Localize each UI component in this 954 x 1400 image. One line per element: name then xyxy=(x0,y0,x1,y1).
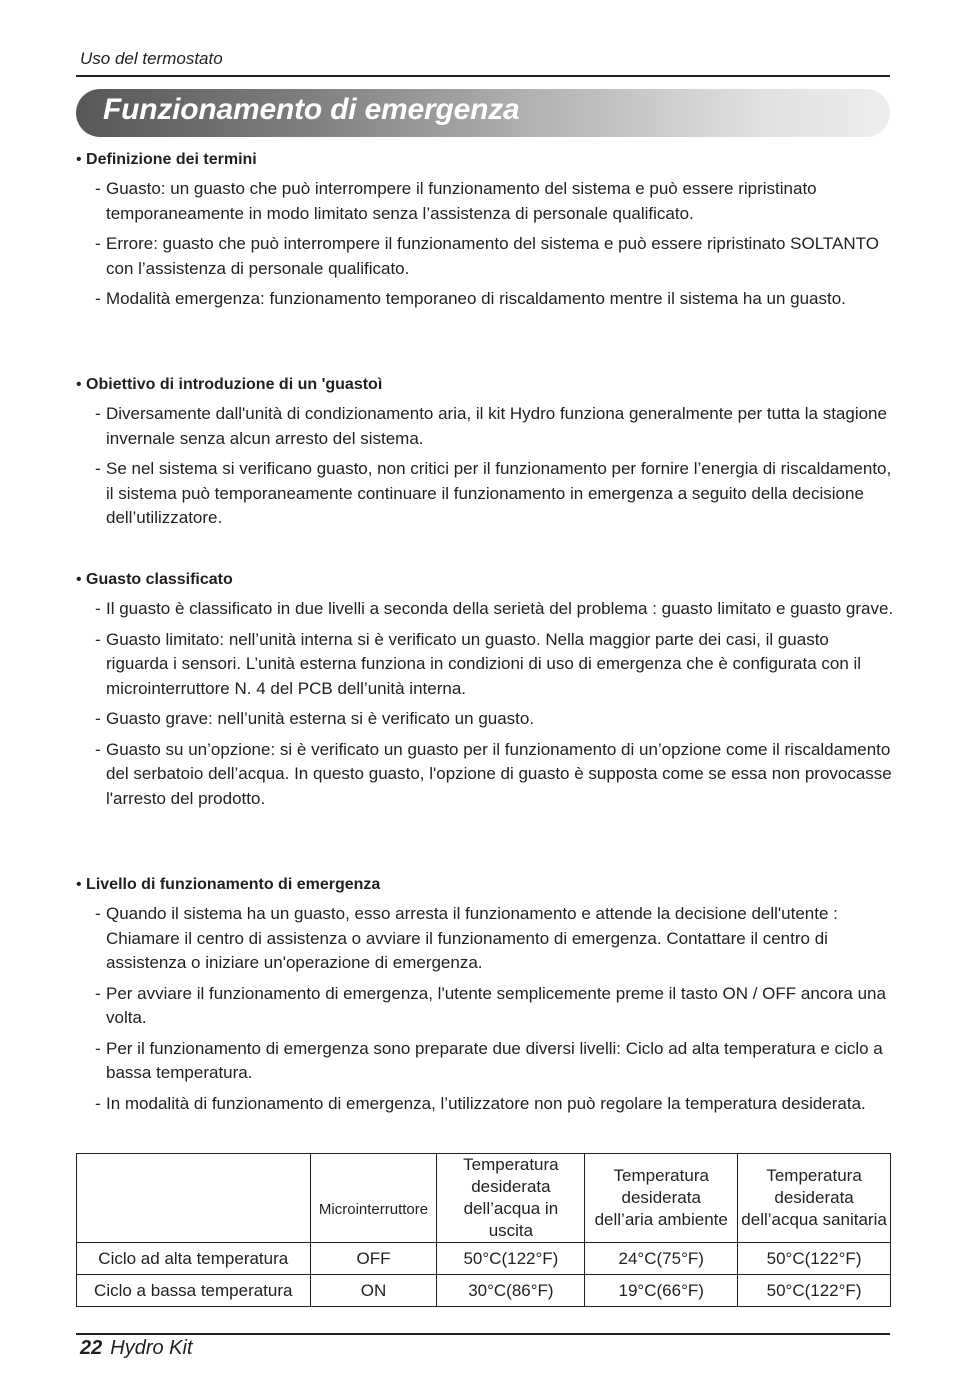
list-item: - Modalità emergenza: funzionamento temporaneo di riscaldamento mentre il sistema ha un guasto. xyxy=(95,289,846,308)
list-item-text: Se nel sistema si verificano guasto, non critici per il funzionamento per fornire l’energia di riscaldamento, il sistema può temporaneamente continuare il funzionamento in emergenza a seguito della decisione dell’utilizzatore. xyxy=(106,459,892,527)
running-header: Uso del termostato xyxy=(80,49,223,68)
table-cell: ON xyxy=(310,1275,437,1307)
list-item: - Guasto grave: nell’unità esterna si è verificato un guasto. xyxy=(95,709,535,728)
footer-divider xyxy=(76,1333,890,1335)
list-item: - Guasto: un guasto che può interrompere il funzionamento del sistema e può essere ripristinato temporaneamente in modo limitato senza l’assistenza di personale qualificato. xyxy=(95,179,817,223)
section-classified-fault xyxy=(76,569,894,817)
section-heading-text: Guasto classificato xyxy=(86,571,233,588)
list-item-text: Diversamente dall'unità di condizionamento aria, il kit Hydro funziona generalmente per tutta la stagione invernale senza alcun arresto del sistema. xyxy=(106,404,887,448)
table-cell: 24°C(75°F) xyxy=(585,1243,738,1275)
list-item: - Guasto su un’opzione: si è verificato un guasto per il funzionamento di un’opzione come il riscaldamento del serbatoio dell’acqua. In questo guasto, l'opzione di guasto è supposta come se essa non provocasse l'arresto del prodotto. xyxy=(95,739,892,808)
section-heading: • Definizione dei termini xyxy=(76,151,257,168)
table-cell: 50°C(122°F) xyxy=(437,1243,585,1275)
list-item-text: Per il funzionamento di emergenza sono preparate due diversi livelli: Ciclo ad alta temperatura e ciclo a bassa temperatura. xyxy=(106,1038,883,1082)
title-banner xyxy=(76,89,890,137)
list-item-text: Per avviare il funzionamento di emergenza, l'utente semplicemente preme il tasto ON / OFF ancora una volta. xyxy=(106,983,886,1027)
table-header-row xyxy=(77,1154,891,1243)
list-item: - Se nel sistema si verificano guasto, non critici per il funzionamento per fornire l’energia di riscaldamento, il sistema può temporaneamente continuare il funzionamento in emergenza a seguito della decisione dell’utilizzatore. xyxy=(95,459,892,527)
table-row xyxy=(77,1275,891,1307)
table-header-text: Microinterruttore xyxy=(318,1201,429,1218)
section-heading-text: Obiettivo di introduzione di un 'guastoì xyxy=(86,376,383,393)
list-item-text: Il guasto è classificato in due livelli a seconda della serietà del problema : guasto limitato e guasto grave. xyxy=(106,599,894,618)
table-header-empty xyxy=(77,1154,311,1243)
table-row xyxy=(77,1243,891,1275)
table-header-text: desiderata xyxy=(471,1177,551,1196)
list-item-text: Errore: guasto che può interrompere il funzionamento del sistema e può essere ripristinato SOLTANTO con l’assistenza di personale qualificato. xyxy=(106,234,879,278)
section-heading-text: Definizione dei termini xyxy=(86,151,257,168)
table-header-text: Temperatura xyxy=(613,1166,709,1185)
list-item: - Per il funzionamento di emergenza sono preparate due diversi livelli: Ciclo ad alta temperatura e ciclo a bassa temperatura. xyxy=(95,1038,883,1082)
table-header-microswitch xyxy=(310,1154,437,1243)
section-definitions xyxy=(76,149,894,318)
table-header-text: desiderata xyxy=(621,1188,701,1207)
emergency-cycle-table xyxy=(76,1153,891,1307)
table-header-room-air-temp xyxy=(585,1154,738,1243)
list-item: - Per avviare il funzionamento di emergenza, l'utente semplicemente preme il tasto ON / OFF ancora una volta. xyxy=(95,983,886,1027)
table-header-text: Temperatura xyxy=(766,1166,862,1185)
table-cell: Ciclo ad alta temperatura xyxy=(77,1243,311,1275)
page-number: 22 xyxy=(80,1337,103,1359)
list-item-text: Guasto grave: nell’unità esterna si è verificato un guasto. xyxy=(106,709,535,728)
list-item-text: Guasto limitato: nell’unità interna si è verificato un guasto. Nella maggior parte dei casi, il guasto riguarda i sensori. L’unità esterna funziona in condizioni di uso di emergenza che è configurata con il microinterruttore N. 4 del PCB dell’unità interna. xyxy=(106,629,862,698)
list-item: - Diversamente dall'unità di condizionamento aria, il kit Hydro funziona generalmente per tutta la stagione invernale senza alcun arresto del sistema. xyxy=(95,404,887,448)
table-header-text: dell’acqua in uscita xyxy=(463,1199,559,1240)
section-objective xyxy=(76,374,894,537)
section-heading-text: Livello di funzionamento di emergenza xyxy=(86,876,381,893)
page-footer xyxy=(80,1337,193,1360)
product-name: Hydro Kit xyxy=(110,1337,193,1359)
table-header-text: Temperatura xyxy=(463,1155,559,1174)
table-header-text: desiderata xyxy=(774,1188,854,1207)
table-cell: 50°C(122°F) xyxy=(738,1275,891,1307)
list-item: - Guasto limitato: nell’unità interna si è verificato un guasto. Nella maggior parte dei casi, il guasto riguarda i sensori. L’unità esterna funziona in condizioni di uso di emergenza che è configurata con il microinterruttore N. 4 del PCB dell’unità interna. xyxy=(95,629,862,698)
list-item: - Il guasto è classificato in due livelli a seconda della serietà del problema : guasto limitato e guasto grave. xyxy=(95,599,894,618)
section-heading: • Livello di funzionamento di emergenza xyxy=(76,876,381,893)
list-item: - Errore: guasto che può interrompere il funzionamento del sistema e può essere ripristinato SOLTANTO con l’assistenza di personale qualificato. xyxy=(95,234,879,278)
list-item-text: Guasto su un’opzione: si è verificato un guasto per il funzionamento di un’opzione come il riscaldamento del serbatoio dell’acqua. In questo guasto, l'opzione di guasto è supposta come se essa non provocasse l'arresto del prodotto. xyxy=(106,739,892,808)
list-item-text: Modalità emergenza: funzionamento temporaneo di riscaldamento mentre il sistema ha un guasto. xyxy=(106,289,846,308)
table-cell: Ciclo a bassa temperatura xyxy=(77,1275,311,1307)
list-item: - In modalità di funzionamento di emergenza, l’utilizzatore non può regolare la temperatura desiderata. xyxy=(95,1093,866,1113)
table-header-text: dell’acqua sanitaria xyxy=(741,1210,887,1229)
table-header-sanitary-water-temp xyxy=(738,1154,891,1243)
table-cell: 19°C(66°F) xyxy=(585,1275,738,1307)
list-item-text: Guasto: un guasto che può interrompere il funzionamento del sistema e può essere ripristinato temporaneamente in modo limitato senza l’assistenza di personale qualificato. xyxy=(106,179,817,223)
list-item: - Quando il sistema ha un guasto, esso arresta il funzionamento e attende la decisione dell'utente : Chiamare il centro di assistenza o avviare il funzionamento di emergenza. Contattare il centro di assistenza o iniziare un'operazione di emergenza. xyxy=(95,904,838,972)
table-cell: 30°C(86°F) xyxy=(437,1275,585,1307)
list-item-text: In modalità di funzionamento di emergenza, l’utilizzatore non può regolare la temperatura desiderata. xyxy=(106,1093,866,1113)
page-title: Funzionamento di emergenza xyxy=(103,93,520,126)
table-cell: OFF xyxy=(310,1243,437,1275)
header-divider xyxy=(76,75,890,77)
list-item-text: Quando il sistema ha un guasto, esso arresta il funzionamento e attende la decisione dell'utente : Chiamare il centro di assistenza o avviare il funzionamento di emergenza. Contattare il centro di assistenza o iniziare un'operazione di emergenza. xyxy=(106,904,838,972)
table-header-text: dell’aria ambiente xyxy=(594,1210,728,1229)
table-header-outlet-water-temp xyxy=(437,1154,585,1243)
section-heading: • Obiettivo di introduzione di un 'guastoì xyxy=(76,376,383,393)
table-cell: 50°C(122°F) xyxy=(738,1243,891,1275)
section-emergency-level xyxy=(76,874,894,1122)
section-heading: • Guasto classificato xyxy=(76,571,233,588)
